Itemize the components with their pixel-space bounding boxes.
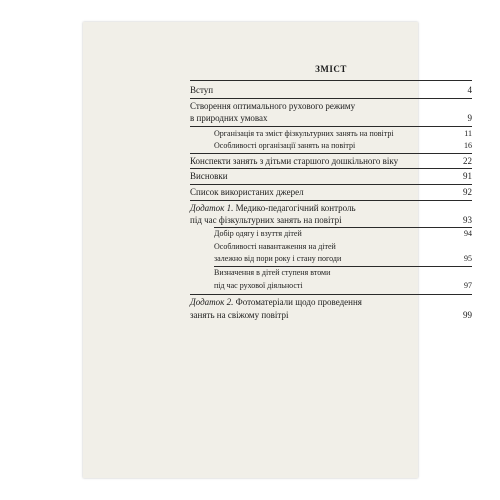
toc-entry-text: Добір одягу і взуття дітей: [214, 229, 302, 238]
divider: [190, 153, 472, 154]
divider: [190, 184, 472, 185]
divider: [190, 168, 472, 169]
toc-subentry: [214, 253, 472, 265]
toc-subentry: [214, 140, 472, 152]
toc-entry: [190, 84, 472, 96]
toc-entry-page: 11: [464, 129, 472, 138]
toc-entry-text: під час рухової діяльності: [214, 281, 303, 290]
toc-entry-page: 92: [463, 187, 472, 197]
toc-entry: [190, 186, 472, 198]
appendix-label: Додаток 2.: [190, 297, 234, 307]
toc-subentry: [214, 241, 472, 253]
divider: [190, 126, 472, 127]
toc-entry-text: Визначення в дітей ступеня втоми: [214, 268, 331, 277]
toc-entry-text: занять на свіжому повітрі: [190, 310, 289, 320]
toc-entry-page: 16: [464, 141, 472, 150]
toc-entry-text: Список використаних джерел: [190, 187, 304, 197]
toc-entry-page: 91: [463, 171, 472, 181]
toc-entry-text: Додаток 2. Фотоматеріали щодо проведення: [190, 297, 362, 307]
toc-subentry: [214, 228, 472, 240]
toc-entry-page: 95: [464, 254, 472, 263]
toc-entry-text: Вступ: [190, 85, 214, 95]
toc-entry-page: 22: [463, 156, 472, 166]
divider: [190, 200, 472, 201]
toc-entry: [190, 155, 472, 167]
toc-entry-text: Створення оптимального рухового режиму: [190, 101, 356, 111]
toc-entry-text: Конспекти занять з дітьми старшого дошкільного віку: [190, 156, 399, 166]
toc-entry: [190, 214, 472, 226]
toc-entry-text: Висновки: [190, 171, 228, 181]
toc-entry-text: під час фізкультурних занять на повітрі: [190, 215, 342, 225]
toc-entry-page: 4: [467, 85, 472, 95]
toc-entry-page: 94: [464, 229, 472, 238]
toc-entry-text: залежно від пори року і стану погоди: [214, 254, 342, 263]
toc-entry-page: 9: [467, 113, 472, 123]
toc-subentry: [214, 280, 472, 292]
toc-entry-text: Особливості навантаження на дітей: [214, 242, 336, 251]
toc-entry: [190, 309, 472, 321]
toc-entry: [190, 202, 472, 214]
toc-subentry: [214, 267, 472, 279]
toc-entry: [190, 170, 472, 182]
appendix-label: Додаток 1.: [190, 203, 234, 213]
divider: [190, 294, 472, 295]
toc-entry-page: 99: [463, 310, 472, 320]
divider: [190, 98, 472, 99]
toc-entry: [190, 296, 472, 308]
toc-entry: [190, 100, 472, 112]
toc-entry-text: Організація та зміст фізкультурних занять на повітрі: [214, 129, 394, 138]
toc-subentry: [214, 128, 472, 140]
page-title: ЗМІСТ: [315, 64, 347, 74]
toc-entry-text: в природних умовах: [190, 113, 268, 123]
toc-entry: [190, 112, 472, 124]
book-page: [83, 22, 472, 478]
toc-entry-page: 97: [464, 281, 472, 290]
toc-entry-page: 93: [463, 215, 472, 225]
divider: [190, 80, 472, 81]
toc-entry-text: Особливості організації занять на повітрі: [214, 141, 356, 150]
toc-entry-text: Додаток 1. Медико-педагогічний контроль: [190, 203, 356, 213]
